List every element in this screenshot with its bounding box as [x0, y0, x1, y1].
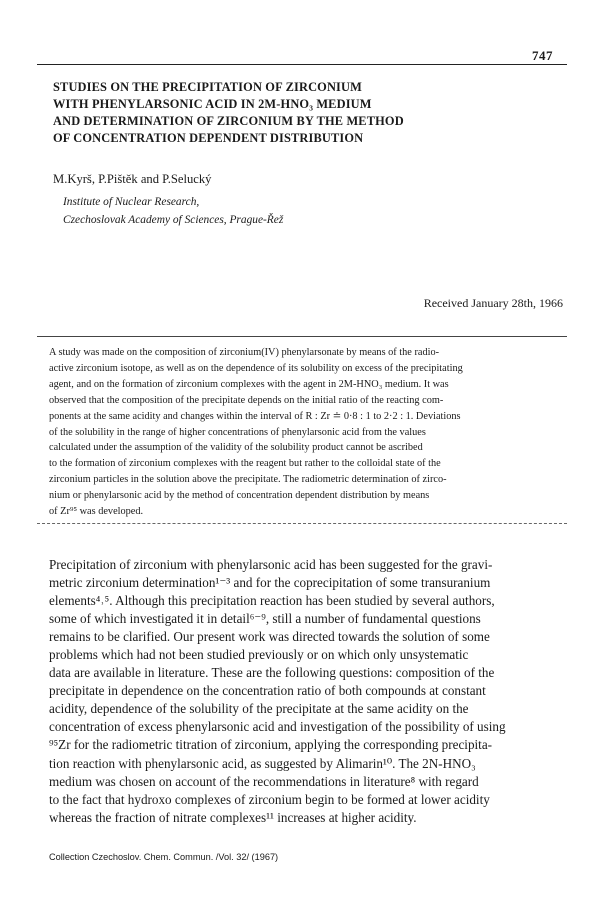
abstract-line: zirconium particles in the solution above the precipitate. The radiometric determination of zirco-	[49, 474, 447, 486]
authors: M.Kyrš, P.Pištěk and P.Selucký	[53, 172, 212, 186]
header-rule	[37, 64, 567, 65]
affiliation-line: Czechoslovak Academy of Sciences, Prague-Řež	[63, 214, 284, 226]
abstract-line: agent, and on the formation of zirconium complexes with the agent in 2M-HNO₃ medium. It was	[49, 378, 449, 390]
abstract-line: ponents at the same acidity and changes within the interval of R : Zr ≐ 0·8 : 1 to 2·2 : 1. Deviations	[49, 410, 461, 422]
abstract-line: of Zr⁹⁵ was developed.	[49, 506, 144, 518]
abstract-bottom-rule	[37, 523, 567, 524]
abstract-line: A study was made on the composition of zirconium(IV) phenylarsonate by means of the radio-	[49, 347, 440, 358]
body-line: ⁹⁵Zr for the radiometric titration of zirconium, applying the corresponding precipita-	[49, 737, 493, 753]
body-line: medium was chosen on account of the recommendations in literature⁸ with regard	[49, 773, 479, 789]
page-number: 747	[532, 48, 553, 63]
body-line: to the fact that hydroxo complexes of zirconium begin to be formed at lower acidity	[49, 791, 490, 807]
abstract-line: active zirconium isotope, as well as on the dependence of its solubility on excess of the precipitating	[49, 362, 463, 374]
body-line: precipitate in dependence on the concentration ratio of both compounds at constant	[49, 683, 486, 699]
body-line: some of which investigated it in detail⁶⁻⁹, still a number of fundamental questions	[49, 611, 481, 627]
affiliation	[63, 193, 283, 229]
abstract-top-rule	[37, 336, 567, 337]
journal-footer: Collection Czechoslov. Chem. Commun. /Vol. 32/ (1967)	[49, 852, 279, 862]
body-line: whereas the fraction of nitrate complexes¹¹ increases at higher acidity.	[49, 809, 417, 825]
body-line: problems which had not been studied previously or on which only unsystematic	[49, 647, 469, 663]
article-title	[53, 79, 533, 147]
body-line: elements⁴˒⁵. Although this precipitation reaction has been studied by several authors,	[49, 593, 495, 609]
title-line: WITH PHENYLARSONIC ACID IN 2M-HNO₃ MEDIUM	[53, 97, 372, 111]
body-text	[49, 556, 567, 827]
body-line: acidity, dependence of the solubility of the precipitate at the same acidity on the	[49, 701, 469, 717]
abstract	[49, 345, 565, 520]
body-line: Precipitation of zirconium with phenylarsonic acid has been suggested for the gravi-	[49, 557, 493, 572]
body-line: metric zirconium determination¹⁻³ and for the coprecipitation of some transuranium	[49, 575, 491, 591]
title-line: OF CONCENTRATION DEPENDENT DISTRIBUTION	[53, 131, 364, 145]
affiliation-line: Institute of Nuclear Research,	[63, 196, 200, 208]
abstract-line: of the solubility in the range of higher concentrations of phenylarsonic acid from the values	[49, 426, 426, 438]
body-line: data are available in literature. These are the following questions: composition of the	[49, 665, 495, 681]
title-line: STUDIES ON THE PRECIPITATION OF ZIRCONIUM	[53, 80, 362, 94]
received-date: Received January 28th, 1966	[423, 296, 563, 310]
title-line: AND DETERMINATION OF ZIRCONIUM BY THE METHOD	[53, 114, 404, 128]
body-line: remains to be clarified. Our present work was directed towards the solution of some	[49, 629, 490, 645]
abstract-line: to the formation of zirconium complexes with the reagent but rather to the colloidal state of the	[49, 458, 441, 470]
abstract-line: observed that the composition of the precipitate depends on the initial ratio of the reacting com-	[49, 394, 444, 406]
abstract-line: calculated under the assumption of the validity of the solubility product cannot be ascribed	[49, 442, 423, 454]
abstract-line: nium or phenylarsonic acid by the method of concentration dependent distribution by means	[49, 490, 430, 502]
body-line: concentration of excess phenylarsonic acid and investigation of the possibility of using	[49, 719, 506, 735]
body-line: tion reaction with phenylarsonic acid, as suggested by Alimarin¹⁰. The 2N-HNO₃	[49, 755, 476, 771]
